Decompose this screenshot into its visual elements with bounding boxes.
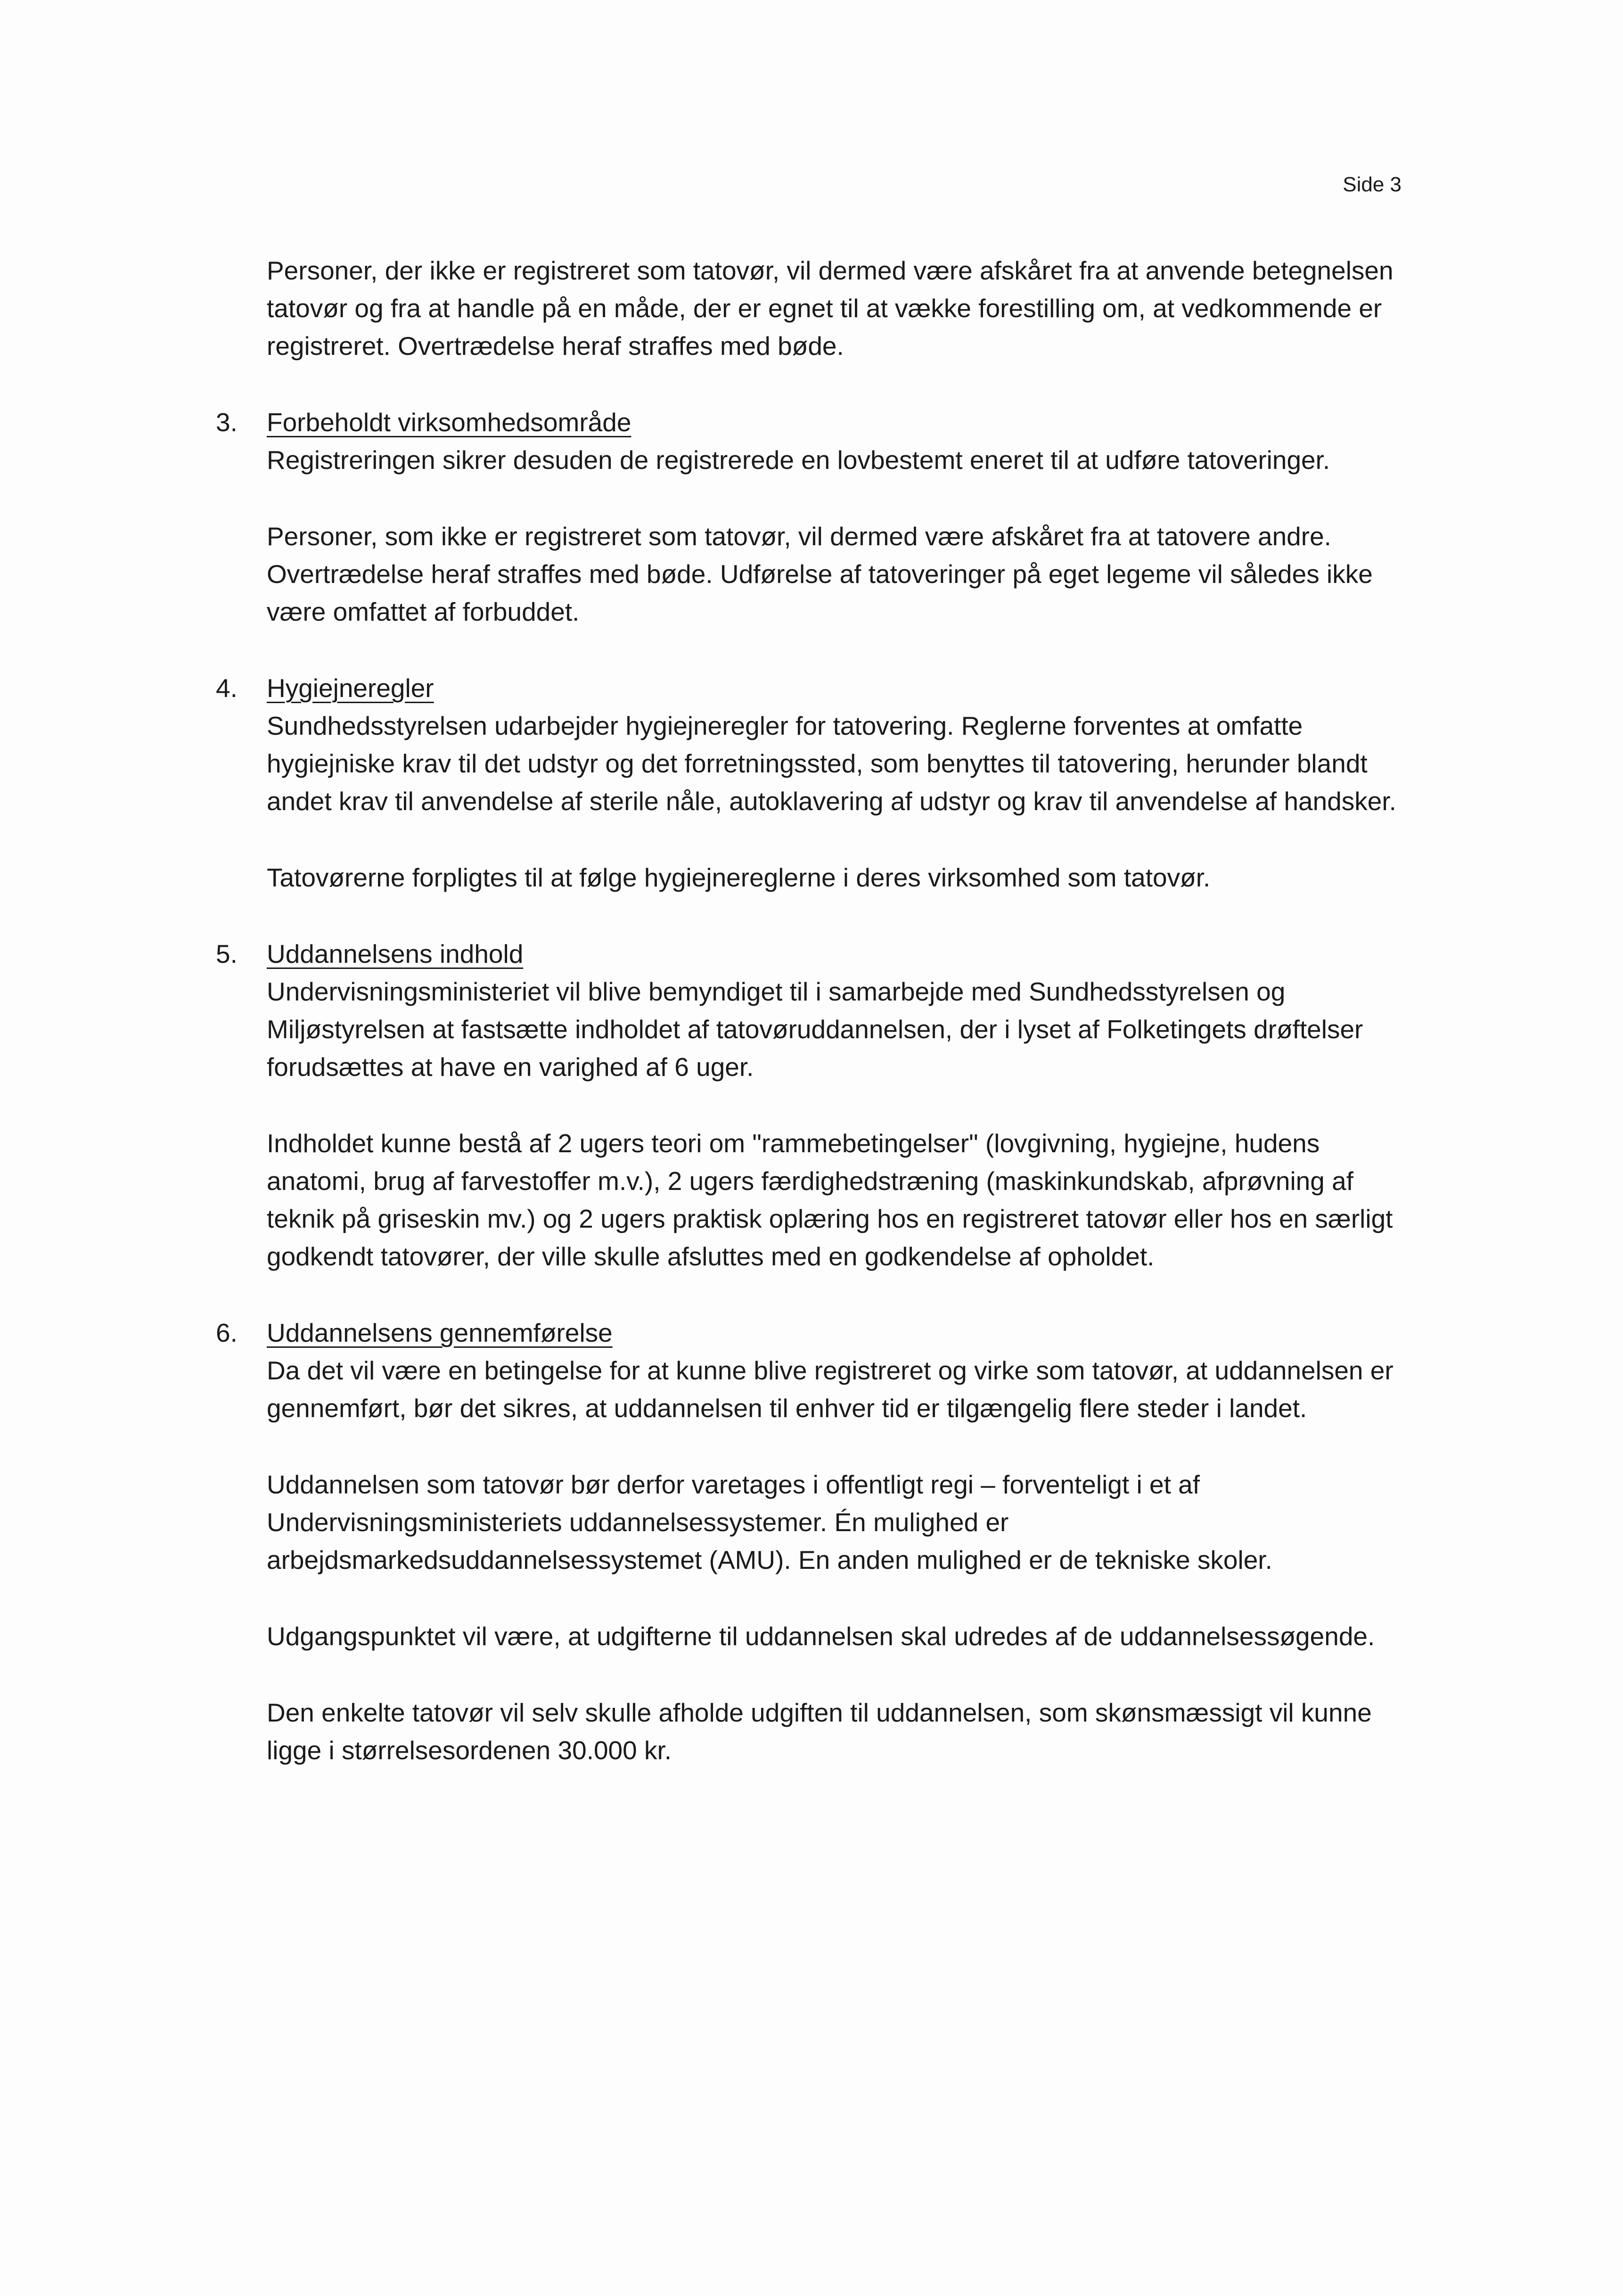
- section-paragraph: Da det vil være en betingelse for at kunne blive registreret og virke som tatovør, at uddannelsen er gennemført, bør det sikres, at uddannelsen til enhver tid er tilgængelig flere steder i landet.: [267, 1356, 1393, 1423]
- document-body: [216, 252, 1398, 1808]
- section-number: 6.: [216, 1318, 238, 1347]
- section-paragraph: Personer, som ikke er registreret som tatovør, vil dermed være afskåret fra at tatovere andre. Overtrædelse heraf straffes med bøde. Udførelse af tatoveringer på eget legeme vil således ikke være omfattet af forbuddet.: [267, 522, 1373, 626]
- section-number: 4.: [216, 673, 238, 703]
- section-5: [216, 935, 1398, 1275]
- section-paragraph: Udgangspunktet vil være, at udgifterne til uddannelsen skal udredes af de uddannelsessøgende.: [267, 1622, 1375, 1651]
- section-title: Hygiejneregler: [267, 673, 434, 703]
- section-number: 3.: [216, 408, 238, 437]
- section-title: Forbeholdt virksomhedsområde: [267, 408, 631, 437]
- section-3: [216, 403, 1398, 631]
- intro-paragraph: Personer, der ikke er registreret som tatovør, vil dermed være afskåret fra at anvende betegnelsen tatovør og fra at handle på en måde, der er egnet til at vække forestilling om, at vedkommende er registreret. Overtrædelse heraf straffes med bøde.: [267, 256, 1393, 361]
- section-paragraph: Tatovørerne forpligtes til at følge hygiejnereglerne i deres virksomhed som tatovør.: [267, 863, 1211, 892]
- page-number: Side 3: [1343, 173, 1402, 196]
- section-paragraph: Uddannelsen som tatovør bør derfor varetages i offentligt regi – forventeligt i et af Undervisningsministeriets uddannelsessystemer. Én mulighed er arbejdsmarkedsuddannelsessystemet (AMU). En anden mulighed er de tekniske skoler.: [267, 1470, 1272, 1574]
- section-paragraph: Den enkelte tatovør vil selv skulle afholde udgiften til uddannelsen, som skønsmæssigt vil kunne ligge i størrelsesordenen 30.000 kr.: [267, 1698, 1372, 1765]
- section-number: 5.: [216, 939, 238, 968]
- section-paragraph: Sundhedsstyrelsen udarbejder hygiejneregler for tatovering. Reglerne forventes at omfatte hygiejniske krav til det udstyr og det forretningssted, som benyttes til tatovering, herunder blandt andet krav til anvendelse af sterile nåle, autoklavering af udstyr og krav til anvendelse af handsker.: [267, 711, 1396, 816]
- section-paragraph: Undervisningsministeriet vil blive bemyndiget til i samarbejde med Sundhedsstyrelsen og Miljøstyrelsen at fastsætte indholdet af tatovøruddannelsen, der i lyset af Folketingets drøftelser forudsættes at have en varighed af 6 uger.: [267, 977, 1363, 1082]
- section-paragraph: Registreringen sikrer desuden de registrerede en lovbestemt eneret til at udføre tatoveringer.: [267, 445, 1330, 475]
- section-title: Uddannelsens gennemførelse: [267, 1318, 613, 1347]
- section-4: [216, 669, 1398, 896]
- section-title: Uddannelsens indhold: [267, 939, 524, 968]
- section-paragraph: Indholdet kunne bestå af 2 ugers teori om "rammebetingelser" (lovgivning, hygiejne, hudens anatomi, brug af farvestoffer m.v.), 2 ugers færdighedstræning (maskinkundskab, afprøvning af teknik på griseskin mv.) og 2 ugers praktisk oplæring hos en registreret tatovør eller hos en særligt godkendt tatovører, der ville skulle afsluttes med en godkendelse af opholdet.: [267, 1129, 1393, 1271]
- section-6: [216, 1314, 1398, 1769]
